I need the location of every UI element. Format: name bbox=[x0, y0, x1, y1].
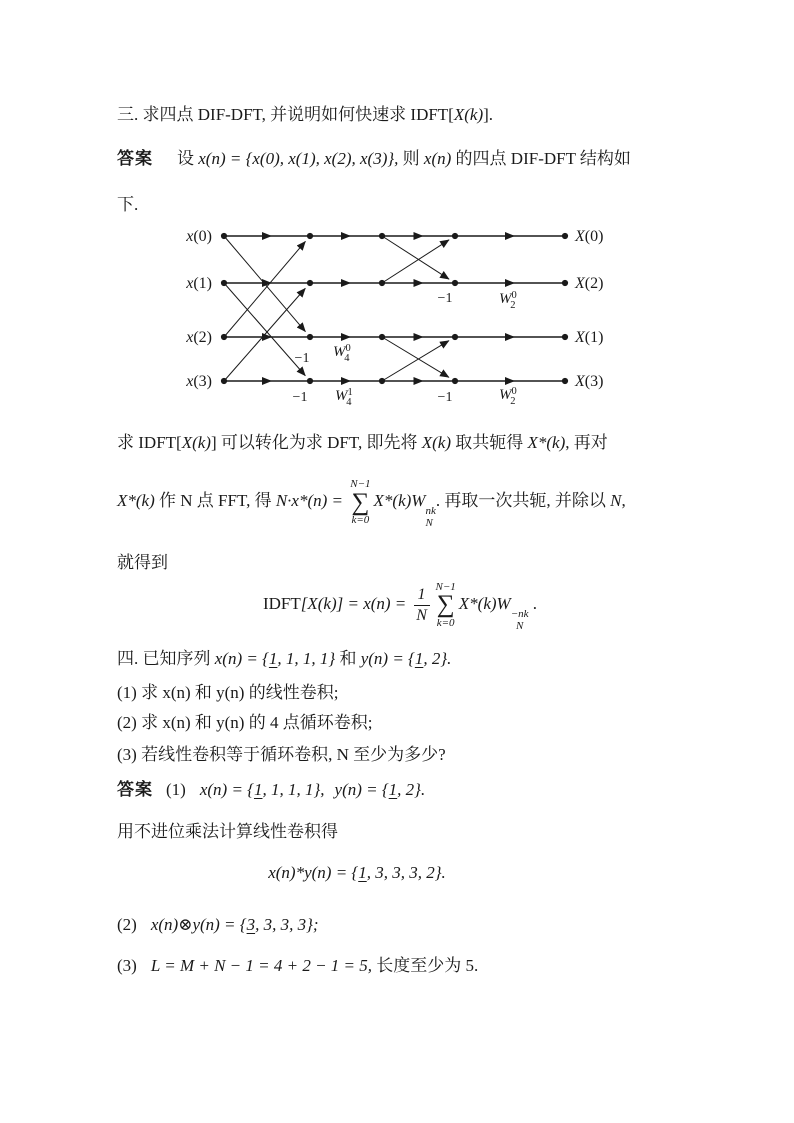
math-run: X*(k) bbox=[117, 491, 155, 511]
text-run: 则 bbox=[398, 149, 424, 168]
dif-dft-butterfly-diagram bbox=[115, 222, 645, 422]
fraction-denominator: N bbox=[416, 606, 427, 624]
math-run: X(k) bbox=[181, 433, 211, 452]
problem-4-answer-line-2 bbox=[117, 914, 683, 936]
arrowhead bbox=[505, 232, 515, 240]
item-number: (2) bbox=[117, 915, 137, 934]
text-run: 求 IDFT[ bbox=[117, 433, 182, 452]
signal-node bbox=[562, 280, 568, 286]
problem-4-answer-line-3 bbox=[117, 955, 683, 977]
text-run: ]. bbox=[483, 105, 494, 124]
butterfly-cross-line bbox=[224, 283, 305, 376]
signal-node bbox=[562, 378, 568, 384]
signal-node bbox=[307, 378, 313, 384]
output-label: X(1) bbox=[575, 329, 604, 346]
gain-label: −1 bbox=[437, 291, 453, 306]
problem-4-answer-line-1 bbox=[117, 779, 683, 801]
problem-3-answer-intro bbox=[117, 148, 683, 170]
gain-label: −1 bbox=[437, 390, 453, 405]
math-run: x(n)*y(n) = { bbox=[268, 863, 359, 882]
input-label: x(0) bbox=[186, 228, 212, 245]
text-run: . bbox=[528, 594, 538, 613]
math-run: , 3, 3, 3, 2}. bbox=[366, 863, 446, 882]
arrowhead bbox=[341, 232, 351, 240]
problem-3-title bbox=[117, 104, 683, 126]
twiddle-superscript: −nk bbox=[510, 608, 529, 620]
idft-display-formula bbox=[117, 576, 683, 632]
answer-label: 答案 bbox=[117, 780, 153, 799]
signal-node bbox=[452, 280, 458, 286]
signal-node bbox=[307, 334, 313, 340]
twiddle-label: $W^1$ 4 bbox=[335, 387, 353, 408]
text-run: 作 N 点 FFT, 得 bbox=[154, 491, 276, 511]
arrowhead bbox=[341, 377, 351, 385]
sum-lower-limit: k=0 bbox=[351, 514, 370, 527]
text-run: IDFT bbox=[262, 594, 301, 613]
text-run: , 再对 bbox=[565, 433, 608, 452]
text-run: , bbox=[621, 491, 626, 511]
idft-paragraph-line-3 bbox=[117, 552, 683, 574]
text-run: 设 bbox=[177, 149, 199, 168]
butterfly-cross-line bbox=[382, 236, 449, 279]
text-run: 和 bbox=[335, 649, 361, 668]
math-run: X*(k)W bbox=[458, 594, 511, 613]
signal-node bbox=[452, 378, 458, 384]
problem-4-item-2 bbox=[117, 712, 683, 734]
underlined-digit: 3 bbox=[246, 915, 256, 934]
text-run: 长度至少为 5. bbox=[372, 956, 479, 975]
idft-paragraph-line-2 bbox=[117, 476, 683, 532]
gain-label: −1 bbox=[294, 351, 310, 366]
problem-4-item-3 bbox=[117, 744, 683, 766]
math-run: X(k) bbox=[453, 105, 484, 124]
text-run: (1) 求 x(n) 和 y(n) 的线性卷积; bbox=[117, 683, 339, 702]
math-run: , 1, 1, 1}, bbox=[262, 780, 325, 799]
item-number: (3) bbox=[117, 956, 137, 975]
problem-4-item-1 bbox=[117, 682, 683, 704]
signal-node bbox=[562, 334, 568, 340]
sum-upper-limit: N−1 bbox=[435, 581, 456, 594]
summation bbox=[436, 581, 456, 629]
underlined-digit: 1 bbox=[414, 649, 424, 668]
underlined-digit: 1 bbox=[388, 780, 398, 799]
math-run: x(n) = { bbox=[214, 649, 269, 668]
math-run: X*(k)W bbox=[373, 491, 426, 511]
text-run: 的四点 DIF-DFT 结构如 bbox=[451, 149, 631, 168]
twiddle-superscript: nk bbox=[425, 505, 436, 518]
math-run: X*(k) bbox=[527, 433, 566, 452]
math-run: , 1, 1, 1} bbox=[277, 649, 336, 668]
math-run: x(n) = {x(0), x(1), x(2), x(3)}, bbox=[198, 149, 399, 168]
math-run: x(n) bbox=[423, 149, 452, 168]
math-run: , 2}. bbox=[397, 780, 426, 799]
twiddle-exponent-stack bbox=[425, 505, 435, 529]
twiddle-label: $W^0$ 2 bbox=[499, 290, 517, 311]
math-run: , 3, 3, 3}; bbox=[255, 915, 319, 934]
problem-4-title bbox=[117, 648, 683, 670]
answer-label: 答案 bbox=[117, 149, 153, 168]
input-label: x(1) bbox=[186, 275, 212, 292]
text-run: 四. 已知序列 bbox=[117, 649, 215, 668]
input-label: x(2) bbox=[186, 329, 212, 346]
math-run: X(k) bbox=[421, 433, 451, 452]
text-run: 用不进位乘法计算线性卷积得 bbox=[117, 822, 338, 841]
text-run: 就得到 bbox=[117, 553, 168, 572]
signal-node bbox=[307, 280, 313, 286]
underlined-digit: 1 bbox=[358, 863, 367, 882]
output-label: X(3) bbox=[575, 373, 604, 390]
text-run: ] 可以转化为求 DFT, 即先将 bbox=[210, 433, 422, 452]
butterfly-cross-line bbox=[382, 337, 449, 377]
butterfly-cross-line bbox=[224, 236, 305, 332]
idft-paragraph-line-1 bbox=[117, 432, 683, 454]
fraction-one-over-N bbox=[414, 585, 430, 624]
problem-4-answer-note bbox=[117, 821, 683, 843]
math-run: x(n)⊗y(n) = { bbox=[150, 915, 247, 934]
arrowhead bbox=[262, 232, 272, 240]
item-number: (1) bbox=[166, 780, 186, 799]
butterfly-cross-line bbox=[382, 341, 449, 381]
math-run: y(n) = { bbox=[360, 649, 415, 668]
math-run: [X(k)] = x(n) = bbox=[300, 594, 411, 613]
signal-node bbox=[452, 233, 458, 239]
arrowhead bbox=[505, 279, 515, 287]
underlined-digit: 1 bbox=[253, 780, 263, 799]
summation bbox=[350, 478, 370, 526]
sum-upper-limit: N−1 bbox=[350, 478, 371, 491]
sigma-symbol: ∑ bbox=[351, 488, 370, 516]
linear-convolution-result bbox=[117, 862, 597, 884]
gain-label: −1 bbox=[292, 390, 308, 405]
arrowhead bbox=[414, 232, 424, 240]
twiddle-label: $W^0$ 2 bbox=[499, 386, 517, 407]
butterfly-cross-line bbox=[224, 288, 305, 381]
sigma-symbol: ∑ bbox=[436, 591, 455, 619]
arrowhead bbox=[505, 333, 515, 341]
text-run: 三. 求四点 DIF-DFT, 并说明如何快速求 IDFT[ bbox=[117, 105, 454, 124]
sum-lower-limit: k=0 bbox=[436, 616, 455, 629]
arrowhead bbox=[262, 333, 272, 341]
butterfly-cross-line bbox=[224, 241, 305, 337]
arrowhead bbox=[341, 279, 351, 287]
math-run: y(n) = { bbox=[334, 780, 389, 799]
math-run: L = M + N − 1 = 4 + 2 − 1 = 5, bbox=[150, 956, 373, 975]
arrowhead bbox=[341, 333, 351, 341]
arrowhead bbox=[505, 377, 515, 385]
math-run: N bbox=[610, 491, 622, 511]
fraction-numerator: 1 bbox=[414, 585, 430, 605]
problem-3-answer-intro-cont bbox=[117, 194, 683, 216]
arrowhead bbox=[414, 279, 424, 287]
arrowhead bbox=[262, 377, 272, 385]
text-run: 下. bbox=[117, 195, 139, 214]
signal-node bbox=[562, 233, 568, 239]
twiddle-subscript: N bbox=[515, 620, 524, 633]
text-run: (3) 若线性卷积等于循环卷积, N 至少为多少? bbox=[117, 745, 446, 764]
butterfly-cross-line bbox=[382, 240, 449, 283]
output-label: X(0) bbox=[575, 228, 604, 245]
text-run: (2) 求 x(n) 和 y(n) 的 4 点循环卷积; bbox=[117, 713, 373, 732]
text-run: . 再取一次共轭, 并除以 bbox=[435, 491, 611, 511]
signal-node bbox=[307, 233, 313, 239]
signal-node bbox=[452, 334, 458, 340]
text-run: 取共轭得 bbox=[451, 433, 528, 452]
arrowhead bbox=[414, 333, 424, 341]
input-label: x(3) bbox=[186, 373, 212, 390]
twiddle-label: $W^0$ 4 bbox=[333, 343, 351, 364]
math-run: N·x*(n) = bbox=[275, 491, 348, 511]
output-label: X(2) bbox=[575, 275, 604, 292]
twiddle-subscript: N bbox=[425, 517, 433, 530]
underlined-digit: 1 bbox=[268, 649, 278, 668]
arrowhead bbox=[414, 377, 424, 385]
math-run: , 2}. bbox=[423, 649, 452, 668]
twiddle-exponent-stack bbox=[511, 608, 529, 632]
math-run: x(n) = { bbox=[199, 780, 254, 799]
